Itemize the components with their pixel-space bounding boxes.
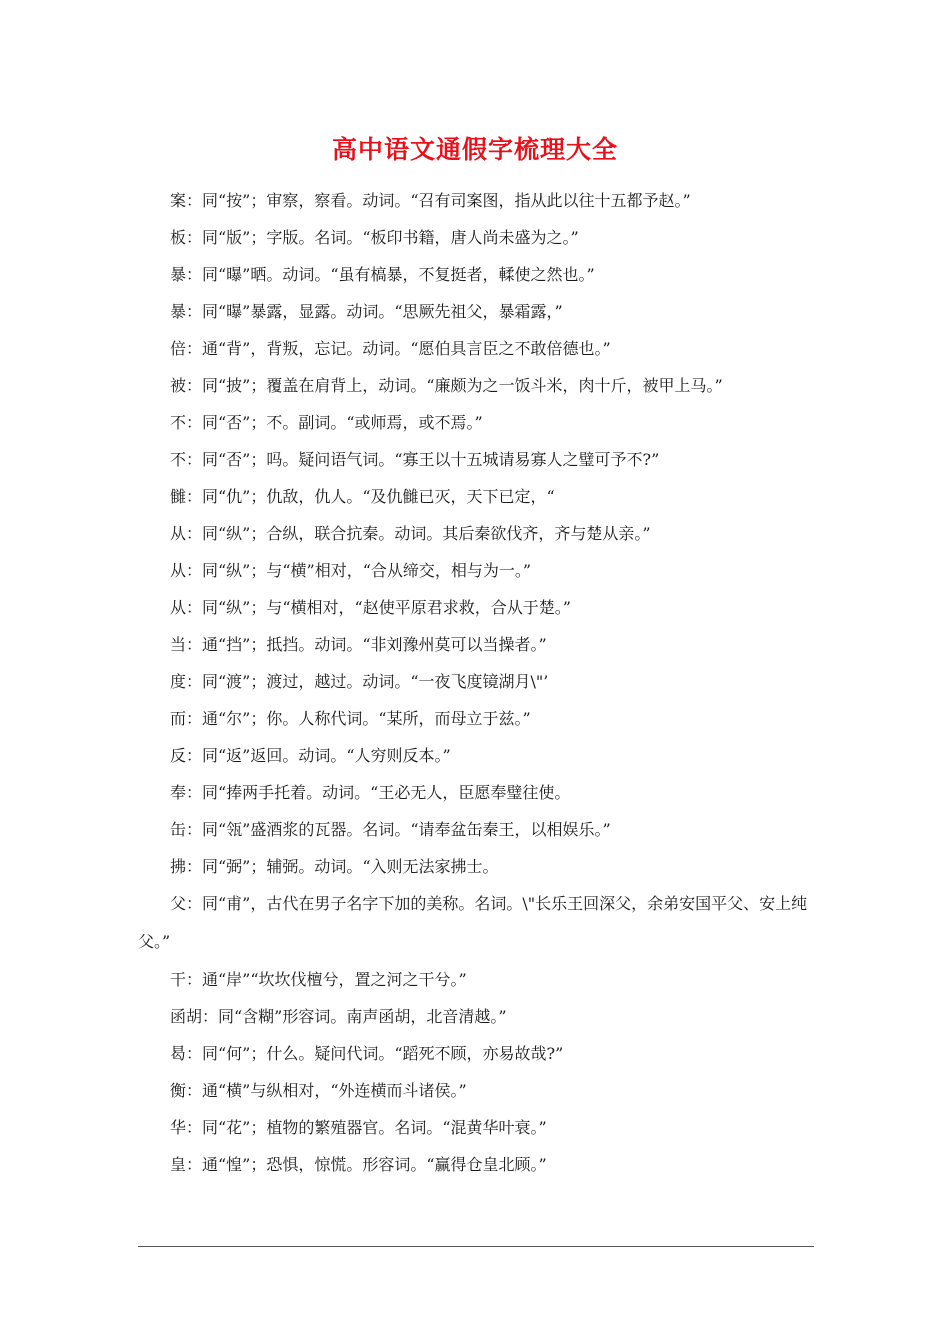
entry-list: [138, 182, 818, 1183]
entry-fu-2: 父：同“甫”，古代在男子名字下加的美称。名词。\"长乐王回深父，余弟安国平父、安上纯父。”: [138, 894, 808, 951]
entry-huang: 皇：通“惶”；恐惧，惊慌。形容词。“赢得仓皇北顾。”: [170, 1155, 547, 1174]
entry-heng: 衡：通“横”与纵相对，“外连横而斗诸侯。”: [170, 1081, 467, 1100]
entry-ban: 板：同“版”；字版。名词。“板印书籍，唐人尚未盛为之。”: [170, 228, 579, 247]
entry-fou: 缶：同“瓴”盛酒浆的瓦器。名词。“请奉盆缶秦王，以相娱乐。”: [170, 820, 611, 839]
entry-bao-2: 暴：同“曝”暴露，显露。动词。“思厥先祖父，暴霜露，”: [170, 302, 563, 321]
entry-cong-2: 从：同“纵”；与“横”相对，“合从缔交，相与为一。”: [170, 561, 532, 580]
entry-dang: 当：通“挡”；抵挡。动词。“非刘豫州莫可以当操者。”: [170, 635, 547, 654]
entry-he: 曷：同“何”；什么。疑问代词。“蹈死不顾，亦易故哉?”: [170, 1044, 564, 1063]
entry-cong-3: 从：同“纵”；与“横相对，“赵使平原君求救，合从于楚。”: [170, 598, 571, 617]
entry-bei-2: 被：同“披”；覆盖在肩背上，动词。“廉颇为之一饭斗米，肉十斤，被甲上马。”: [170, 376, 723, 395]
entry-er: 而：通“尔”；你。人称代词。“某所，而母立于兹。”: [170, 709, 531, 728]
entry-bao-1: 暴：同“曝”晒。动词。“虽有槁暴，不复挺者，輮使之然也。”: [170, 265, 595, 284]
entry-feng: 奉：同“捧两手托着。动词。“王必无人，臣愿奉璧往使。: [170, 783, 571, 802]
entry-fan: 反：同“返”返回。动词。“人穷则反本。”: [170, 746, 451, 765]
document-title: 高中语文通假字梳理大全: [331, 135, 618, 164]
entry-hua: 华：同“花”；植物的繁殖器官。名词。“混黄华叶衰。”: [170, 1118, 547, 1137]
entry-gan: 干：通“岸”“坎坎伐檀兮，置之河之干兮。”: [170, 970, 467, 989]
entry-bu-2: 不：同“否”；吗。疑问语气词。“寡王以十五城请易寡人之璧可予不?”: [170, 450, 660, 469]
entry-cong-1: 从：同“纵”；合纵，联合抗秦。动词。其后秦欲伐齐，齐与楚从亲。”: [170, 524, 651, 543]
entry-chou: 雠：同“仇”；仇敌，仇人。“及仇雠已灭，天下已定，“: [170, 487, 555, 506]
entry-fu-1: 拂：同“弼”；辅弼。动词。“入则无法家拂士。: [170, 857, 499, 876]
entry-bu-1: 不：同“否”；不。副词。“或师焉，或不焉。”: [170, 413, 483, 432]
entry-an: 案：同“按”；审察，察看。动词。“召有司案图，指从此以往十五都予赵。”: [170, 191, 691, 210]
entry-bei-1: 倍：通“背”，背叛，忘记。动词。“愿伯具言臣之不敢倍德也。”: [170, 339, 611, 358]
entry-hanhu: 函胡：同“含糊”形容词。南声函胡，北音清越。”: [170, 1007, 507, 1026]
footer-divider: [138, 1246, 814, 1247]
entry-du: 度：同“渡”；渡过，越过。动词。“一夜飞度镜湖月\"’: [170, 672, 549, 691]
